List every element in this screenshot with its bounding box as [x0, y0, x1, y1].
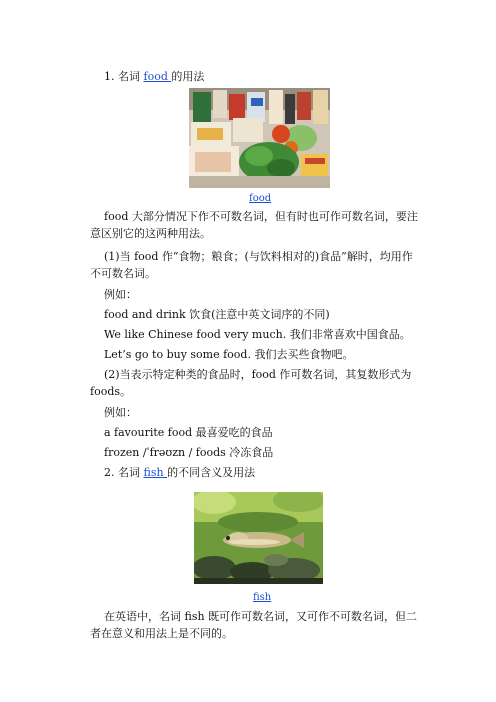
example-line: food and drink 饮食(注意中英文词序的不同)	[104, 308, 330, 321]
fish-photo	[194, 492, 323, 584]
food-rule2-paragraph: (2)当表示特定种类的食品时，food 作可数名词，其复数形式为 foods。	[90, 368, 412, 398]
heading-suffix: 的不同含义及用法	[167, 466, 256, 479]
example-label: 例如：	[104, 288, 137, 301]
heading-prefix: 2. 名词	[104, 466, 144, 479]
fish-caption[interactable]: fish	[253, 592, 272, 603]
food-intro-paragraph: food 大部分情况下作不可数名词，但有时也可作可数名词，要注意区别它的这两种用法。	[90, 210, 418, 240]
section1-heading	[104, 69, 204, 85]
heading-suffix: 的用法	[171, 70, 205, 83]
food-rule1-paragraph: (1)当 food 作“食物；粮食；(与饮料相对的)食品”解时，均用作不可数名词。	[90, 250, 413, 280]
fish-photo-graphic	[194, 492, 323, 584]
example-line: a favourite food 最喜爱吃的食品	[104, 426, 273, 439]
section2-heading	[104, 465, 255, 481]
heading-prefix: 1. 名词	[104, 70, 144, 83]
fish-link[interactable]: fish	[143, 466, 168, 479]
fish-intro-paragraph: 在英语中，名词 fish 既可作可数名词，又可作不可数名词，但二者在意义和用法上是不同的。	[90, 610, 418, 640]
food-caption[interactable]: food	[249, 193, 272, 204]
example-line: Let’s go to buy some food. 我们去买些食物吧。	[104, 348, 354, 361]
food-photo	[189, 88, 330, 188]
example-line: We like Chinese food very much. 我们非常喜欢中国食品。	[104, 328, 411, 341]
food-photo-graphic	[189, 88, 330, 188]
food-link[interactable]: food	[143, 70, 172, 83]
example-line: frozen /ˈfrəʊzn / foods 冷冻食品	[104, 446, 274, 459]
example-label: 例如：	[104, 406, 137, 419]
